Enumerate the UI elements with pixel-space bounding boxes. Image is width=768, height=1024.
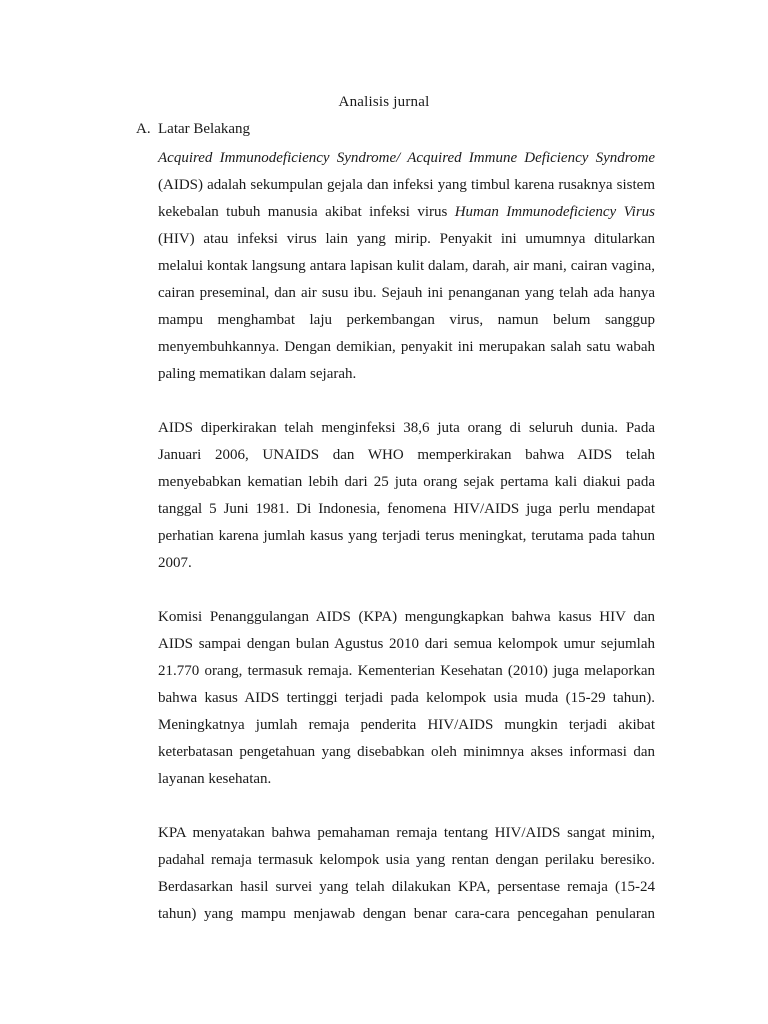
- document-title: Analisis jurnal: [338, 94, 430, 110]
- paragraph: [158, 415, 655, 577]
- text-run: Komisi Penanggulangan AIDS (KPA) mengungkapkan bahwa kasus HIV dan: [158, 609, 655, 625]
- section-letter: A.: [136, 121, 151, 137]
- paragraph: [158, 145, 655, 388]
- text-run: Meningkatnya jumlah remaja penderita HIV/AIDS mungkin terjadi akibat: [158, 717, 655, 733]
- text-run: kekebalan tubuh manusia akibat infeksi virus: [158, 204, 455, 220]
- text-run: bahwa kasus AIDS tertinggi terjadi pada kelompok usia muda (15-29 tahun).: [158, 690, 655, 706]
- italic-text: Acquired Immunodeficiency Syndrome/ Acquired Immune Deficiency Syndrome: [158, 150, 655, 166]
- paragraph-line: [158, 523, 655, 550]
- paragraph-line: [158, 253, 655, 280]
- text-run: AIDS diperkirakan telah menginfeksi 38,6 juta orang di seluruh dunia. Pada: [158, 420, 655, 436]
- paragraph-line: [158, 847, 655, 874]
- paragraph-line: [158, 226, 655, 253]
- paragraph-line: [158, 901, 655, 928]
- text-run: menyebabkan kematian lebih dari 25 juta orang sejak pertama kali diakui pada: [158, 474, 655, 490]
- document-body: [158, 145, 655, 928]
- text-run: 21.770 orang, termasuk remaja. Kementerian Kesehatan (2010) juga melaporkan: [158, 663, 655, 679]
- section-heading: [136, 119, 250, 139]
- paragraph-line: [158, 604, 655, 631]
- text-run: melalui kontak langsung antara lapisan kulit dalam, darah, air mani, cairan vagina,: [158, 258, 655, 274]
- text-run: menyembuhkannya. Dengan demikian, penyakit ini merupakan salah satu wabah: [158, 339, 655, 355]
- paragraph-line: [158, 820, 655, 847]
- paragraph-line: [158, 550, 655, 577]
- paragraph-line: [158, 199, 655, 226]
- paragraph-line: [158, 496, 655, 523]
- section-heading-text: Latar Belakang: [158, 121, 251, 137]
- text-run: paling mematikan dalam sejarah.: [158, 366, 357, 382]
- text-run: KPA menyatakan bahwa pemahaman remaja tentang HIV/AIDS sangat minim,: [158, 825, 655, 841]
- text-run: layanan kesehatan.: [158, 771, 272, 787]
- text-run: Berdasarkan hasil survei yang telah dilakukan KPA, persentase remaja (15-24: [158, 879, 655, 895]
- paragraph: [158, 820, 655, 928]
- paragraph-line: [158, 739, 655, 766]
- paragraph-line: [158, 361, 655, 388]
- paragraph-line: [158, 145, 655, 172]
- paragraph-line: [158, 874, 655, 901]
- paragraph-line: [158, 658, 655, 685]
- text-run: (HIV) atau infeksi virus lain yang mirip. Penyakit ini umumnya ditularkan: [158, 231, 655, 247]
- paragraph-line: [158, 631, 655, 658]
- text-run: mampu menghambat laju perkembangan virus, namun belum sanggup: [158, 312, 655, 328]
- text-run: Januari 2006, UNAIDS dan WHO memperkirakan bahwa AIDS telah: [158, 447, 655, 463]
- paragraph-line: [158, 766, 655, 793]
- paragraph-line: [158, 307, 655, 334]
- paragraph-line: [158, 442, 655, 469]
- text-run: (AIDS) adalah sekumpulan gejala dan infeksi yang timbul karena rusaknya sistem: [158, 177, 655, 193]
- paragraph-line: [158, 415, 655, 442]
- paragraph-line: [158, 712, 655, 739]
- italic-text: Human Immunodeficiency Virus: [454, 204, 655, 220]
- text-run: keterbatasan pengetahuan yang disebabkan oleh minimnya akses informasi dan: [158, 744, 655, 760]
- text-run: padahal remaja termasuk kelompok usia yang rentan dengan perilaku beresiko.: [158, 852, 655, 868]
- paragraph-line: [158, 172, 655, 199]
- paragraph-line: [158, 334, 655, 361]
- paragraph-line: [158, 685, 655, 712]
- paragraph-line: [158, 469, 655, 496]
- text-run: tanggal 5 Juni 1981. Di Indonesia, fenomena HIV/AIDS juga perlu mendapat: [158, 501, 655, 517]
- paragraph-line: [158, 280, 655, 307]
- text-run: tahun) yang mampu menjawab dengan benar cara-cara pencegahan penularan: [158, 906, 655, 922]
- paragraph: [158, 604, 655, 793]
- text-run: AIDS sampai dengan bulan Agustus 2010 dari semua kelompok umur sejumlah: [158, 636, 655, 652]
- text-run: perhatian karena jumlah kasus yang terjadi terus meningkat, terutama pada tahun: [158, 528, 655, 544]
- text-run: cairan preseminal, dan air susu ibu. Sejauh ini penanganan yang telah ada hanya: [158, 285, 655, 301]
- text-run: 2007.: [158, 555, 192, 571]
